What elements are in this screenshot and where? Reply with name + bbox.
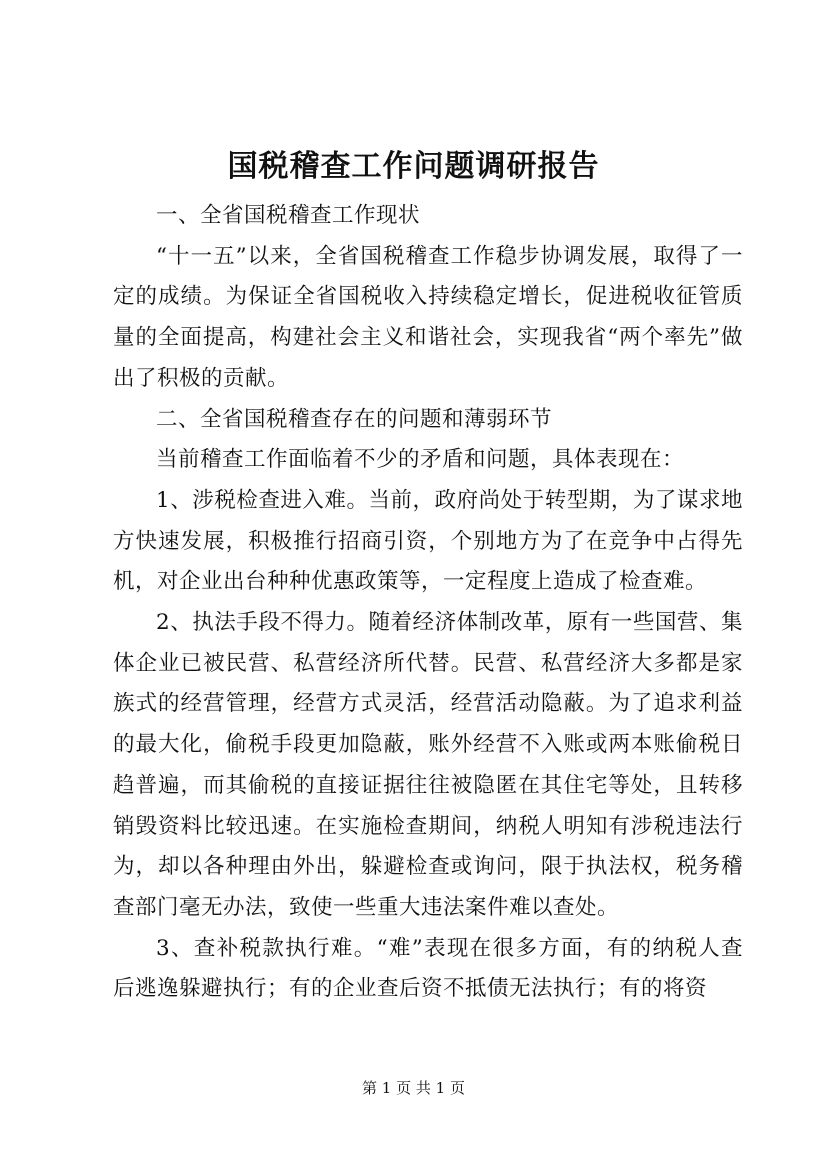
section-heading-2: 二、全省国税稽查存在的问题和薄弱环节 (156, 406, 553, 432)
document-title: 国税稽查工作问题调研报告 (227, 149, 600, 184)
page-number-footer: 第 1 页 共 1 页 (362, 1079, 465, 1097)
paragraph: 1、涉税检查进入难。当前，政府尚处于转型期，为了谋求地方快速发展，积极推行招商引资，个别地方为了在竞争中占得先机，对企业出台种种优惠政策等，一定程度上造成了检查难。 (113, 487, 743, 595)
document-body (113, 196, 743, 1010)
paragraph: “十一五”以来，全省国税稽查工作稳步协调发展，取得了一定的成绩。为保证全省国税收入持续稳定增长，促进税收征管质量的全面提高，构建社会主义和谐社会，实现我省“两个率先”做出了积极的贡献。 (113, 243, 743, 391)
paragraph: 当前稽查工作面临着不少的矛盾和问题，具体表现在： (156, 447, 685, 473)
paragraph: 3、查补税款执行难。“难”表现在很多方面，有的纳税人查后逃逸躲避执行；有的企业查后资不抵债无法执行；有的将资 (113, 935, 743, 1002)
paragraph: 2、执法手段不得力。随着经济体制改革，原有一些国营、集体企业已被民营、私营经济所代替。民营、私营经济大多都是家族式的经营管理，经营方式灵活，经营活动隐蔽。为了追求利益的最大化，偷税手段更加隐蔽，账外经营不入账或两本账偷税日趋普遍，而其偷税的直接证据往往被隐匿在其住宅等处，且转移销毁资料比较迅速。在实施检查期间，纳税人明知有涉税违法行为，却以各种理由外出，躲避检查或询问，限于执法权，税务稽查部门毫无办法，致使一些重大违法案件难以查处。 (113, 610, 743, 920)
section-heading-1: 一、全省国税稽查工作现状 (156, 203, 421, 228)
